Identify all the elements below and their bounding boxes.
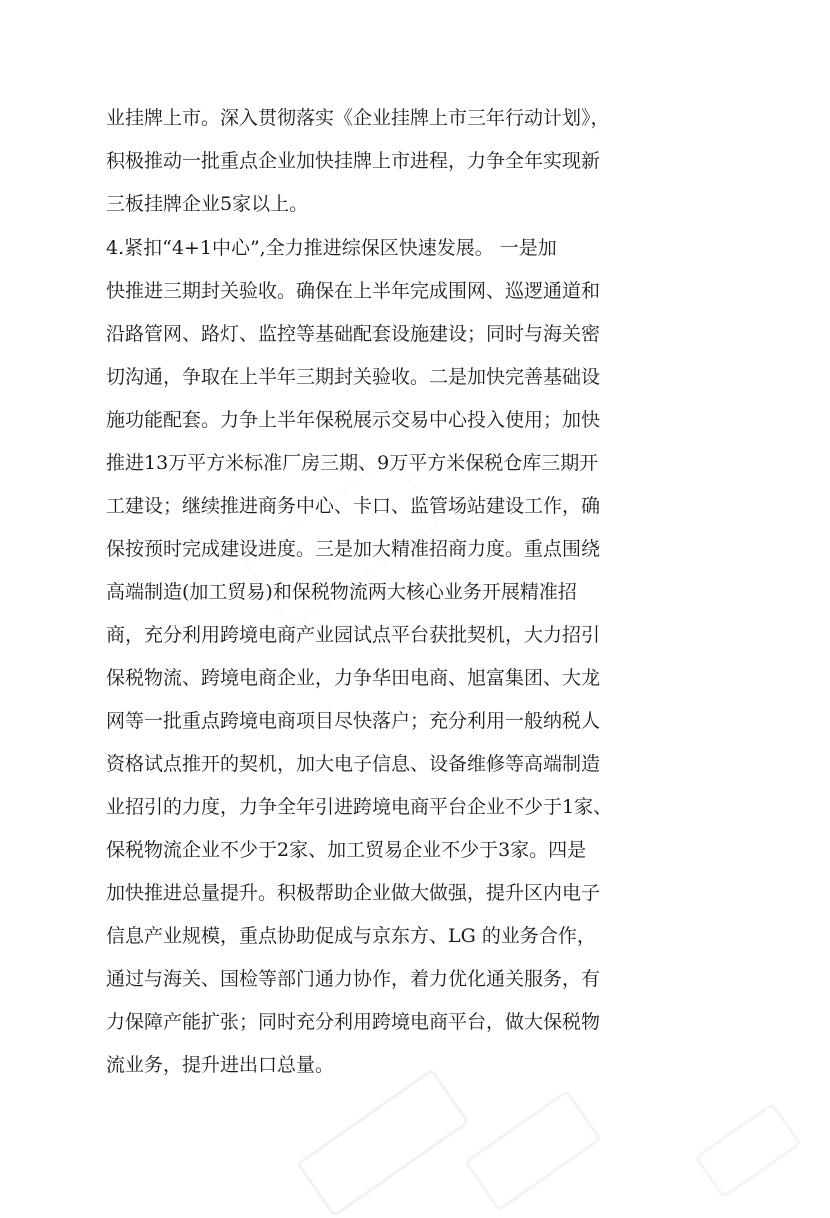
text-line: 流业务，提升进出口总量。 [106,1054,335,1076]
text-line: 保税物流、跨境电商企业，力争华田电商、旭富集团、大龙 [106,667,601,689]
text-line: 施功能配套。力争上半年保税展示交易中心投入使用；加快 [106,409,601,431]
text-line: 业招引的力度，力争全年引进跨境电商平台企业不少于1家、 [106,796,613,818]
text-line: 资格试点推开的契机，加大电子信息、设备维修等高端制造 [106,753,601,775]
text-line: 保按预时完成建设进度。三是加大精准招商力度。重点围绕 [106,538,601,560]
text-line: 网等一批重点跨境电商项目尽快落户；充分利用一般纳税人 [106,710,601,732]
text-line: 积极推动一批重点企业加快挂牌上市进程，力争全年实现新 [106,150,601,172]
text-line: 信息产业规模，重点协助促成与京东方、LG 的业务合作， [106,925,596,947]
text-line: 4.紧扣“4+1中心”,全力推进综保区快速发展。 一是加 [106,237,557,259]
watermark-mark [296,1068,470,1217]
text-line: 推进13万平方米标准厂房三期、9万平方米保税仓库三期开 [106,452,599,474]
text-line: 力保障产能扩张；同时充分利用跨境电商平台，做大保税物 [106,1011,601,1033]
text-line: 商，充分利用跨境电商产业园试点平台获批契机，大力招引 [106,624,601,646]
text-line: 保税物流企业不少于2家、加工贸易企业不少于3家。四是 [106,839,587,861]
text-line: 切沟通，争取在上半年三期封关验收。二是加快完善基础设 [106,366,601,388]
text-line: 业挂牌上市。深入贯彻落实《企业挂牌上市三年行动计划》， [106,107,610,129]
text-line: 工建设；继续推进商务中心、卡口、监管场站建设工作，确 [106,495,601,517]
text-line: 通过与海关、国检等部门通力协作，着力优化通关服务，有 [106,968,601,990]
text-line: 三板挂牌企业5家以上。 [106,193,309,215]
watermark-mark [694,1102,802,1199]
text-line: 高端制造(加工贸易)和保税物流两大核心业务开展精准招 [106,581,577,603]
text-line: 加快推进总量提升。积极帮助企业做大做强，提升区内电子 [106,882,601,904]
text-line: 快推进三期封关验收。确保在上半年完成围网、巡逻通道和 [106,280,601,302]
watermark-mark [464,1089,602,1211]
text-line: 沿路管网、路灯、监控等基础配套设施建设；同时与海关密 [106,323,601,345]
